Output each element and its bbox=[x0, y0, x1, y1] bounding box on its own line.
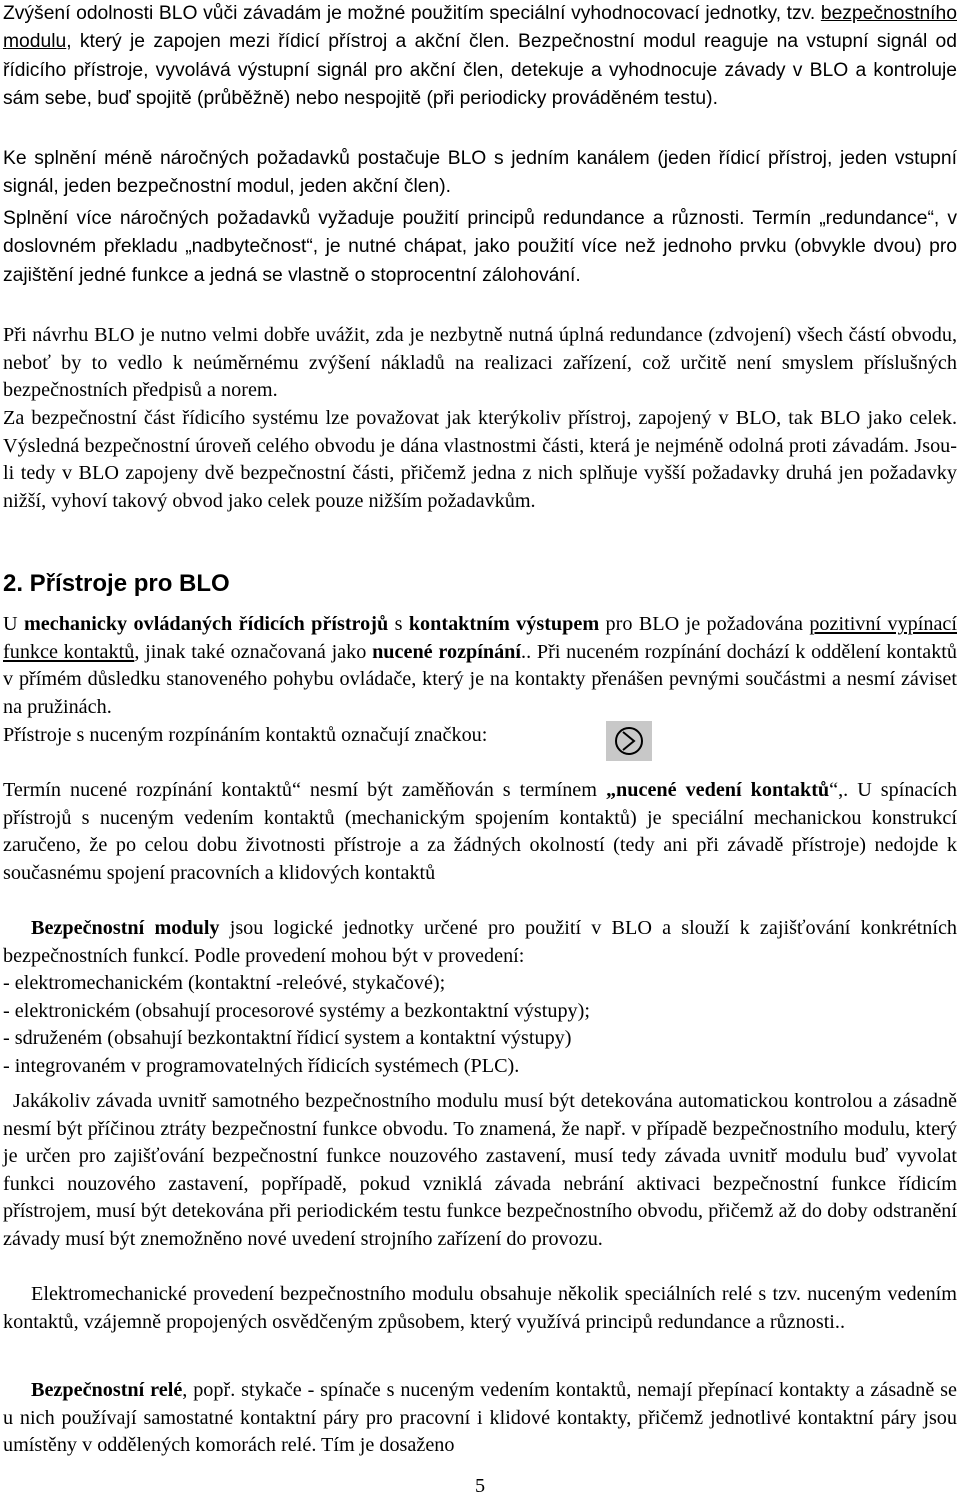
bold-term: kontaktním výstupem bbox=[408, 613, 600, 635]
text-run: Zvýšení odolnosti BLO vůči závadám je možné použitím speciální vyhodnocovací jednotky, tzv. bbox=[3, 3, 821, 24]
paragraph-full-redundance: Při návrhu BLO je nutno velmi dobře uvážit, zda je nezbytně nutná úplná redundance (zdvojení) všech částí obvodu, neboť by to vedlo k neúměrnému zvýšení nákladů na realizaci zařízení, což určitě není smyslem příslušných bezpečnostních předpisů a norem. bbox=[3, 324, 957, 401]
bold-term: „nucené vedení kontaktů bbox=[605, 779, 830, 801]
text-run: pro BLO je požadována bbox=[599, 613, 810, 635]
list-item: - sdruženém (obsahují bezkontaktní řídicí system a kontaktní výstupy) bbox=[3, 1027, 572, 1049]
bold-term: Bezpečnostní relé bbox=[31, 1379, 183, 1401]
paragraph-safety-modules bbox=[3, 915, 957, 970]
positive-opening-symbol-icon bbox=[606, 721, 652, 761]
text-run: “,. U spínacích přístrojů s nuceným vedením kontaktů (mechanickým spojením kontaktů) je speciální mechanickou konstrukcí zaručeno, že po celou dobu životnosti přístroje a za žádných okolností (tedy ani při závadě přístroje) nedojde k současnému spojení pracovních a klidových kontaktů bbox=[3, 779, 957, 884]
paragraph-safety-relay bbox=[3, 1377, 957, 1460]
text-run: , jinak také označovaná jako bbox=[134, 640, 373, 663]
text-run: U bbox=[3, 613, 24, 635]
text-run: Termín nucené rozpínání kontaktů“ nesmí být zaměňován s termínem bbox=[3, 779, 606, 801]
bold-term: Bezpečnostní moduly bbox=[31, 917, 220, 939]
text-run: .. Při nuceném rozpínání dochází k oddělení kontaktů v přímém důsledku stanoveného pohybu ovládače, který je na kontakty přenášen pevnými součástmi a nesmí záviset na pružinách. bbox=[3, 640, 957, 718]
text-run: , popř. stykače - spínače s nuceným vedením kontaktů, nemají přepínací kontakty a zásadně se u nich používají samostatné kontaktní páry pro pracovní i klidové kontakty, přičemž jednotlivé kontaktní páry jsou umístěny v oddělených komorách relé. Tím je dosaženo bbox=[3, 1379, 957, 1456]
paragraph-redundance: Splnění více náročných požadavků vyžaduje použití principů redundance a různosti. Termín „redundance“, v doslovném překladu „nadbytečnost“, je nutné chápat, jako použití více než jednoho prvku (obvykle dvou) pro zajištění jedné funkce a jedná se vlastně o stoprocentní zálohování. bbox=[3, 208, 957, 286]
execution-type-list bbox=[3, 970, 957, 1080]
paragraph-forced-guidance bbox=[3, 777, 957, 887]
paragraph-symbol-line: Přístroje s nuceným rozpínáním kontaktů označují značkou: bbox=[3, 724, 488, 746]
paragraph-safety-module-intro bbox=[3, 0, 957, 113]
paragraph-mechanical-devices bbox=[3, 611, 957, 721]
list-item: - integrovaném v programovatelných řídicích systémech (PLC). bbox=[3, 1054, 520, 1077]
text-run: s bbox=[388, 613, 409, 635]
paragraph-electromechanical: Elektromechanické provedení bezpečnostního modulu obsahuje několik speciálních relé s tzv. nuceným vedením kontaktů, vzájemně propojených osvědčeným způsobem, který využívá principů redundance a různosti.. bbox=[3, 1283, 957, 1333]
list-item: - elektromechanickém (kontaktní -releóvé, stykačové); bbox=[3, 972, 446, 994]
bold-term: mechanicky ovládaných řídicích přístrojů bbox=[23, 613, 389, 635]
section-heading: 2. Přístroje pro BLO bbox=[3, 570, 230, 597]
paragraph-module-fault: Jakákoliv závada uvnitř samotného bezpečnostního modulu musí být detekována automatickou kontrolou a zásadně nesmí být příčinou ztráty bezpečnostní funkce obvodu. To znamená, že např. v případě bezpečnostního modulu, který je určen pro zajišťování bezpečnostní funkce nouzového zastavení, musí tedy závada uvnitř modulu buď vyvolat funkci nouzového zastavení, popřípadě, pokud vzniklá závada nebrání aktivaci bezpečnostní funkce řídicím přístrojem, musí být detekována při periodickém testu funkce bezpečnostního obvodu, přičemž až do doby odstranění závady musí být znemožněno nové uvedení strojního zařízení do provozu. bbox=[3, 1090, 957, 1250]
text-run: , který je zapojen mezi řídicí přístroj a akční člen. Bezpečnostní modul reaguje na vstupní signál od řídicího přístroje, vyvolává výstupní signál pro akční člen, detekuje a vyhodnocuje závady v BLO a kontroluje sám sebe, buď spojitě (průběžně) nebo nespojitě (při periodicky prováděném testu). bbox=[3, 31, 957, 109]
list-item: - elektronickém (obsahují procesorové systémy a bezkontaktní výstupy); bbox=[3, 999, 590, 1022]
safety-module-link[interactable]: bezpečnostního modulu bbox=[3, 3, 957, 53]
paragraph-safety-part: Za bezpečnostní část řídicího systému lze považovat jak kterýkoliv přístroj, zapojený v BLO, tak BLO jako celek. Výsledná bezpečnostní úroveň celého obvodu je dána vlastnostmi části, která je nejméně odolná proti závadám. Jsou-li tedy v BLO zapojeny dvě bezpečnostní části, přičemž jedna z nich splňuje vyšší požadavky druhá jen požadavky nižší, vyhoví takový obvod jako celek pouze nižším požadavkům. bbox=[3, 407, 957, 512]
underlined-term: pozitivní vypínací funkce kontaktů bbox=[3, 613, 957, 663]
paragraph-single-channel: Ke splnění méně náročných požadavků postačuje BLO s jedním kanálem (jeden řídicí přístroj, jeden vstupní signál, jeden bezpečnostní modul, jeden akční člen). bbox=[3, 148, 957, 198]
text-run: jsou logické jednotky určené pro použití v BLO a slouží k zajišťování konkrétních bezpečnostních funkcí. Podle provedení mohou být v provedení: bbox=[3, 917, 958, 967]
bold-term: nucené rozpínání bbox=[372, 640, 522, 663]
page-number: 5 bbox=[474, 1475, 486, 1497]
